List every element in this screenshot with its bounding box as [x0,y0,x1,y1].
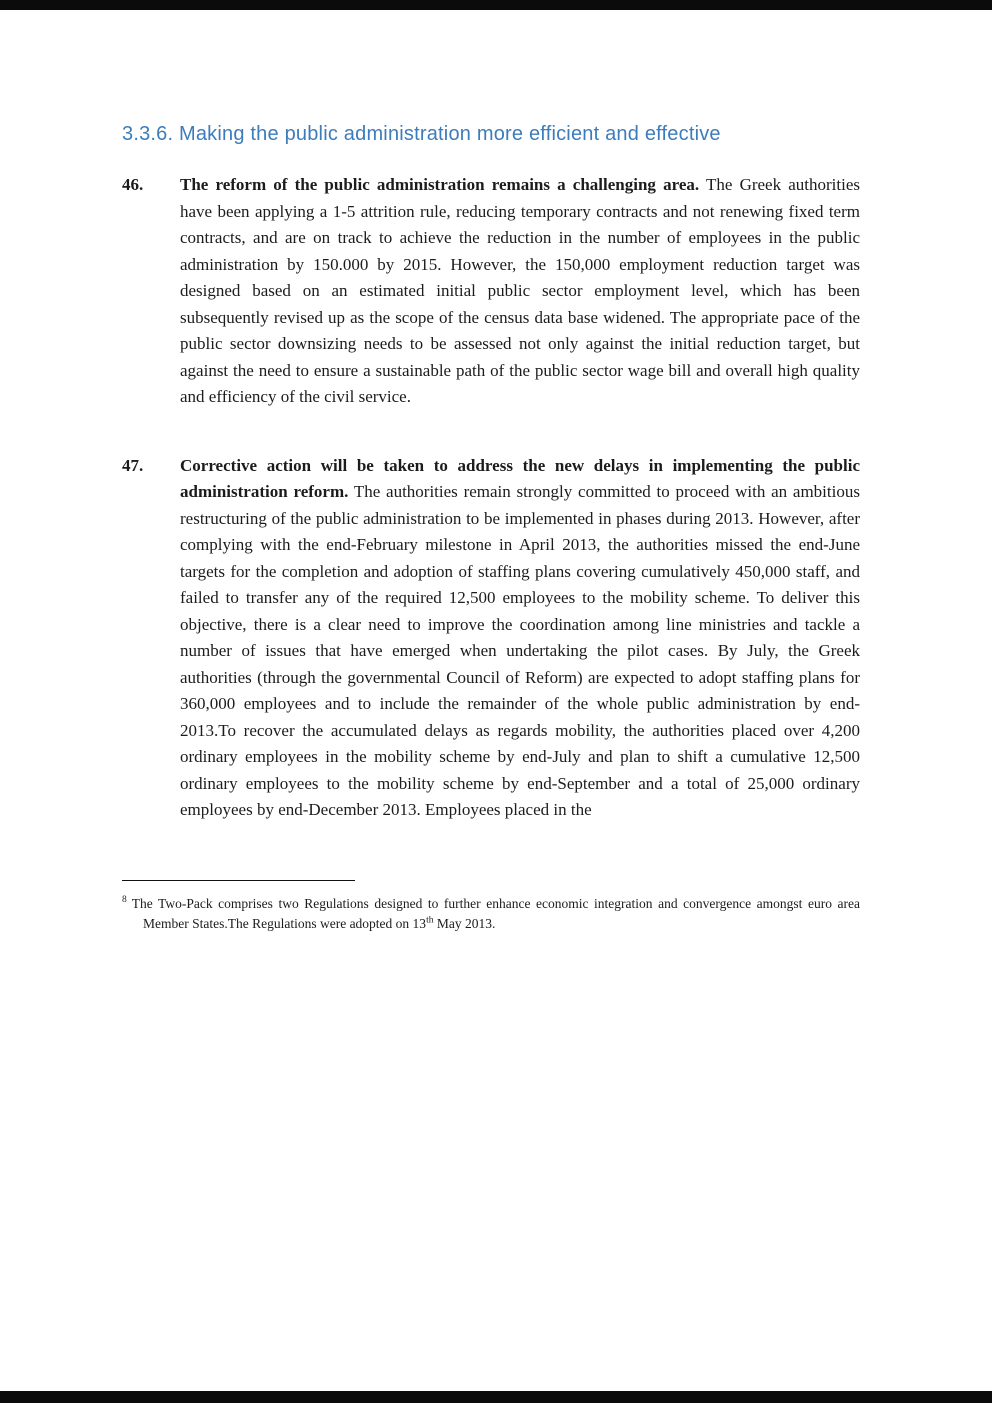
footnote-ordinal-superscript: th [426,915,434,925]
paragraph-lead: The reform of the public administration remains a challenging area. [180,175,700,194]
footnote-text: The Two-Pack comprises two Regulations designed to further enhance economic integration and convergence amongst euro area Member States.The Regulations were adopted on 13 [131,895,860,931]
paragraph-47 [122,453,860,824]
paragraph-number: 47. [122,455,144,475]
paragraph-number: 46. [122,175,144,194]
paragraph-text [180,172,860,411]
footnote-area [122,880,860,934]
paragraph-text [180,453,860,824]
paragraph-body: The authorities remain strongly committed to proceed with an ambitious restructuring of the public administration to be implemented in phases during 2013. However, after complying with the end-February milestone in April 2013, the authorities missed the end-June targets for the completion and adoption of staffing plans covering cumulatively 450,000 staff, and failed to transfer any of the required 12,500 employees to the mobility scheme. To deliver this objective, there is a clear need to improve the coordination among line ministries and tackle a number of issues that have emerged when undertaking the pilot cases. By July, the Greek authorities (through the governmental Council of Reform) are expected to adopt staffing plans for 360,000 employees and to include the remainder of the whole public administration by end-2013.To recover the accumulated delays as regards mobility, the authorities placed over 4,200 ordinary employees in the mobility scheme by end-July and plan to shift a cumulative 12,500 ordinary employees to the mobility scheme by end-September and a total of 25,000 ordinary employees by end-December 2013. Employees placed in the [180,482,860,819]
scan-edge-bottom [0,1391,992,1403]
paragraph-lead: Corrective action will be taken to address the new delays in implementing the public administration reform. [180,455,860,501]
footnote-8 [122,894,860,934]
section-heading: 3.3.6. Making the public administration more efficient and effective [122,123,721,145]
paragraph-46 [122,172,860,411]
paragraph-body: The Greek authorities have been applying a 1-5 attrition rule, reducing temporary contracts and not renewing fixed term contracts, and are on track to achieve the reduction in the number of employees in the public administration by 150.000 by 2015. However, the 150,000 employment reduction target was designed based on an estimated initial public sector employment level, which has been subsequently revised up as the scope of the census data base widened. The appropriate pace of the public sector downsizing needs to be assessed not only against the initial reduction target, but against the need to ensure a sustainable path of the public sector wage bill and overall high quality and efficiency of the civil service. [180,175,861,406]
footnote-text-end: May 2013. [433,915,496,931]
footnote-marker: 8 [122,895,127,905]
footnote-separator [122,880,355,881]
